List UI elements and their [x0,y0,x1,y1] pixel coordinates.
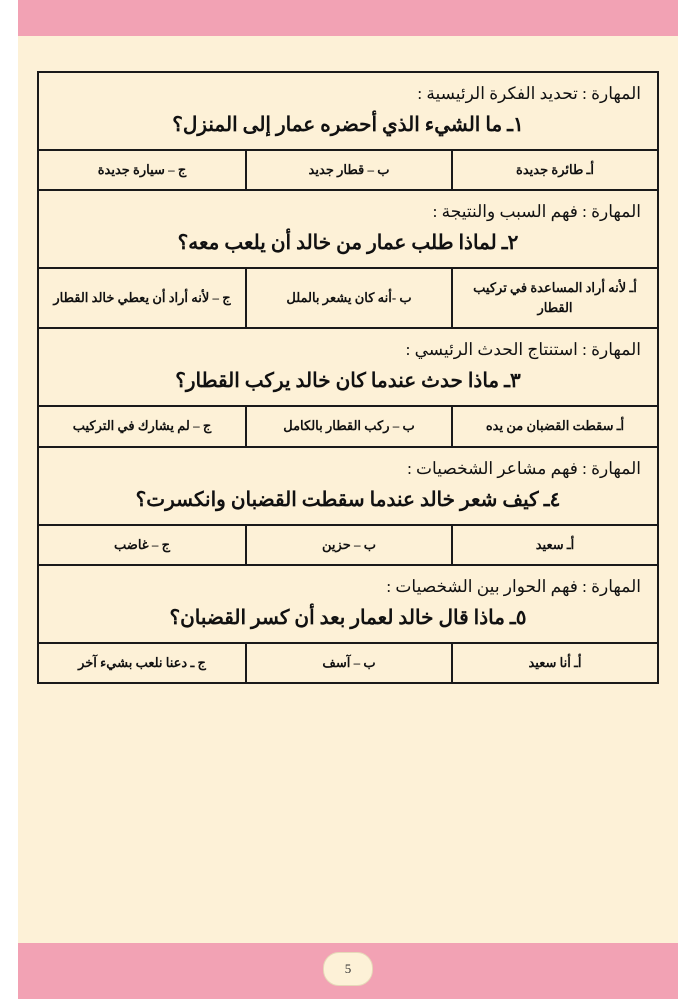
skill-label: المهارة : فهم السبب والنتيجة : [432,202,641,222]
skill-label: المهارة : فهم مشاعر الشخصيات : [407,458,641,478]
option-a[interactable]: أـ سقطت القضبان من يده [451,407,657,445]
option-c[interactable]: ج ـ دعنا نلعب بشيء آخر [78,654,206,670]
option-b[interactable]: ب – آسف [245,644,451,682]
page-number-badge: 5 [323,952,373,986]
question-text: ٢ـ لماذا طلب عمار من خالد أن يلعب معه؟ [177,232,519,255]
option-c[interactable]: ج – لأنه أراد أن يعطي خالد القطار [53,290,231,306]
options-row [39,149,657,189]
skill-label: المهارة : استنتاج الحدث الرئيسي : [405,340,641,360]
question-block [39,329,657,447]
option-c[interactable]: ج – لم يشارك في التركيب [72,418,212,434]
option-c[interactable]: ج – غاضب [114,536,170,552]
options-row [39,267,657,327]
left-margin [0,0,18,999]
options-row [39,405,657,445]
right-margin [678,0,696,999]
questions-table [37,71,659,684]
question-text: ٥ـ ماذا قال خالد لعمار بعد أن كسر القضبان؟ [169,606,527,629]
options-row [39,524,657,564]
skill-label: المهارة : فهم الحوار بين الشخصيات : [386,576,641,596]
question-block [39,448,657,566]
option-a[interactable]: أـ سعيد [451,526,657,564]
option-b[interactable]: ب – قطار جديد [245,151,451,189]
question-text: ١ـ ما الشيء الذي أحضره عمار إلى المنزل؟ [172,114,524,136]
option-b[interactable]: ب – حزين [245,526,451,564]
options-row [39,642,657,682]
top-decorative-band [0,0,696,36]
option-c[interactable]: ج – سيارة جديدة [97,162,187,177]
option-a[interactable]: أـ أنا سعيد [451,644,657,682]
question-text: ٤ـ كيف شعر خالد عندما سقطت القضبان وانكسرت؟ [135,488,561,511]
question-block [39,566,657,682]
page-content [18,36,678,943]
skill-label: المهارة : تحديد الفكرة الرئيسية : [417,84,641,103]
question-block [39,73,657,191]
question-block [39,191,657,329]
option-b[interactable]: ب – ركب القطار بالكامل [245,407,451,445]
option-b[interactable]: ب -أنه كان يشعر بالملل [245,269,451,327]
option-a[interactable]: أـ طائرة جديدة [451,151,657,189]
question-text: ٣ـ ماذا حدث عندما كان خالد يركب القطار؟ [175,370,521,393]
option-a[interactable]: أـ لأنه أراد المساعدة في تركيب القطار [451,269,657,327]
